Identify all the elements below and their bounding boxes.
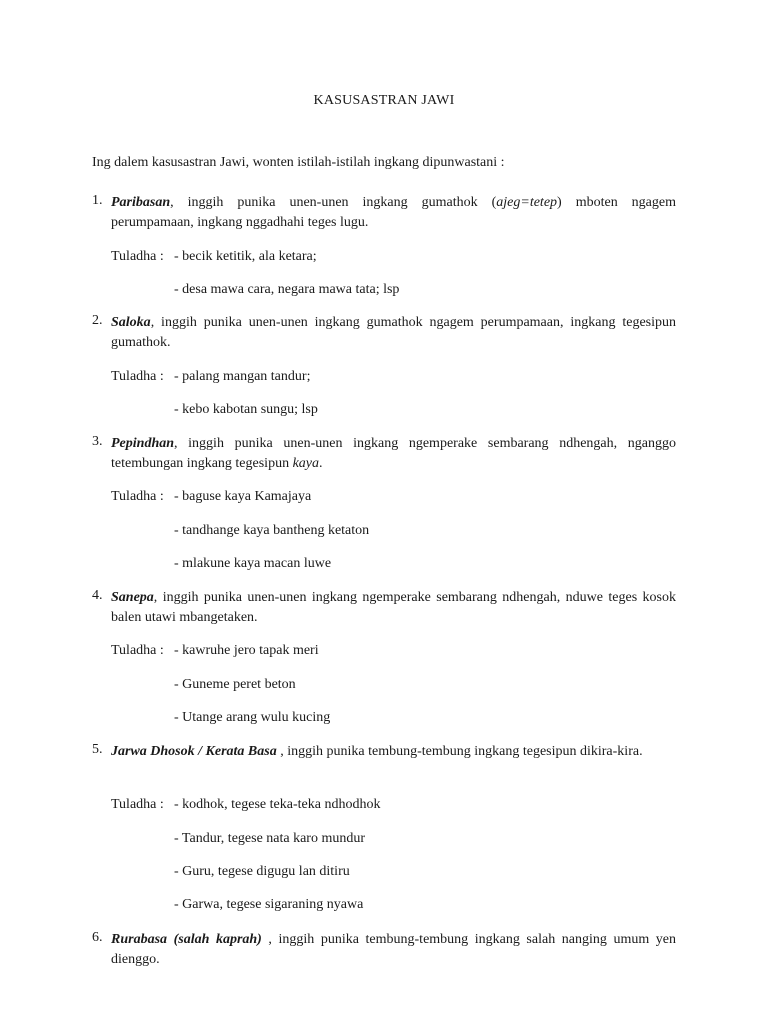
- item-term: Saloka: [111, 315, 151, 330]
- item-number: 4.: [92, 588, 103, 603]
- item-text: , inggih punika unen-unen ingkang gumathok (: [170, 195, 497, 210]
- example-label: Tuladha :: [111, 797, 164, 812]
- item-text: , inggih punika tembung-tembung ingkang salah nanging umum yen dienggo.: [111, 932, 677, 967]
- item-italic: kaya: [292, 456, 320, 471]
- item-paragraph: [111, 434, 676, 474]
- list-item-pepindhan: [92, 434, 676, 474]
- example-value: - palang mangan tandur;: [174, 369, 311, 384]
- example-value: - Garwa, tegese sigaraning nyawa: [174, 897, 364, 912]
- item-text-after: ) mboten ngagem perumpamaan, ingkang nggadhahi teges lugu.: [111, 195, 676, 230]
- item-term: Rurabasa (salah kaprah): [111, 932, 262, 947]
- example-value: - Tandur, tegese nata karo mundur: [174, 831, 366, 846]
- item-term: Paribasan: [111, 195, 171, 210]
- example-value: - Utange arang wulu kucing: [174, 710, 331, 725]
- item-text: , inggih punika unen-unen ingkang ngemperake sembarang ndhengah, nganggo tetembungan ingkang tegesipun: [111, 436, 676, 471]
- item-number: 6.: [92, 930, 103, 945]
- document-title: KASUSASTRAN JAWI: [313, 93, 455, 108]
- example-value: - tandhange kaya bantheng ketaton: [174, 523, 370, 538]
- example-value: - kawruhe jero tapak meri: [174, 643, 319, 658]
- example-value: - becik ketitik, ala ketara;: [174, 249, 317, 264]
- item-term: Pepindhan: [111, 436, 175, 451]
- example-label: Tuladha :: [111, 369, 164, 384]
- item-text-after: .: [319, 456, 323, 471]
- example-value: - Guneme peret beton: [174, 677, 296, 692]
- example-value: - mlakune kaya macan luwe: [174, 556, 332, 571]
- item-paragraph: [111, 313, 676, 353]
- item-italic: ajeg=tetep: [496, 195, 558, 210]
- example-label: Tuladha :: [111, 643, 164, 658]
- item-paragraph: [111, 742, 676, 762]
- item-paragraph: [111, 193, 676, 233]
- intro-text: Ing dalem kasusastran Jawi, wonten istilah-istilah ingkang dipunwastani :: [92, 155, 505, 170]
- example-value: - Guru, tegese digugu lan ditiru: [174, 864, 350, 879]
- list-item-saloka: [92, 313, 676, 353]
- example-value: - baguse kaya Kamajaya: [174, 489, 312, 504]
- example-value: - kebo kabotan sungu; lsp: [174, 402, 318, 417]
- item-term: Sanepa: [111, 590, 154, 605]
- item-text: , inggih punika tembung-tembung ingkang tegesipun dikira-kira.: [276, 744, 643, 759]
- list-item-paribasan: [92, 193, 676, 233]
- item-number: 2.: [92, 313, 103, 328]
- item-number: 1.: [92, 193, 103, 208]
- example-value: - kodhok, tegese teka-teka ndhodhok: [174, 797, 381, 812]
- list-item-rurabasa: [92, 930, 676, 970]
- item-text: , inggih punika unen-unen ingkang ngemperake sembarang ndhengah, nduwe teges kosok balen utawi mbangetaken.: [111, 590, 676, 625]
- item-paragraph: [111, 588, 676, 628]
- list-item-jarwa-dhosok: [92, 742, 676, 762]
- list-item-sanepa: [92, 588, 676, 628]
- item-text: , inggih punika unen-unen ingkang gumathok ngagem perumpamaan, ingkang tegesipun gumathok.: [111, 315, 676, 350]
- example-label: Tuladha :: [111, 249, 164, 264]
- example-value: - desa mawa cara, negara mawa tata; lsp: [174, 282, 400, 297]
- item-number: 5.: [92, 742, 103, 757]
- example-label: Tuladha :: [111, 489, 164, 504]
- item-number: 3.: [92, 434, 103, 449]
- item-term: Jarwa Dhosok / Kerata Basa: [111, 744, 277, 759]
- item-paragraph: [111, 930, 676, 970]
